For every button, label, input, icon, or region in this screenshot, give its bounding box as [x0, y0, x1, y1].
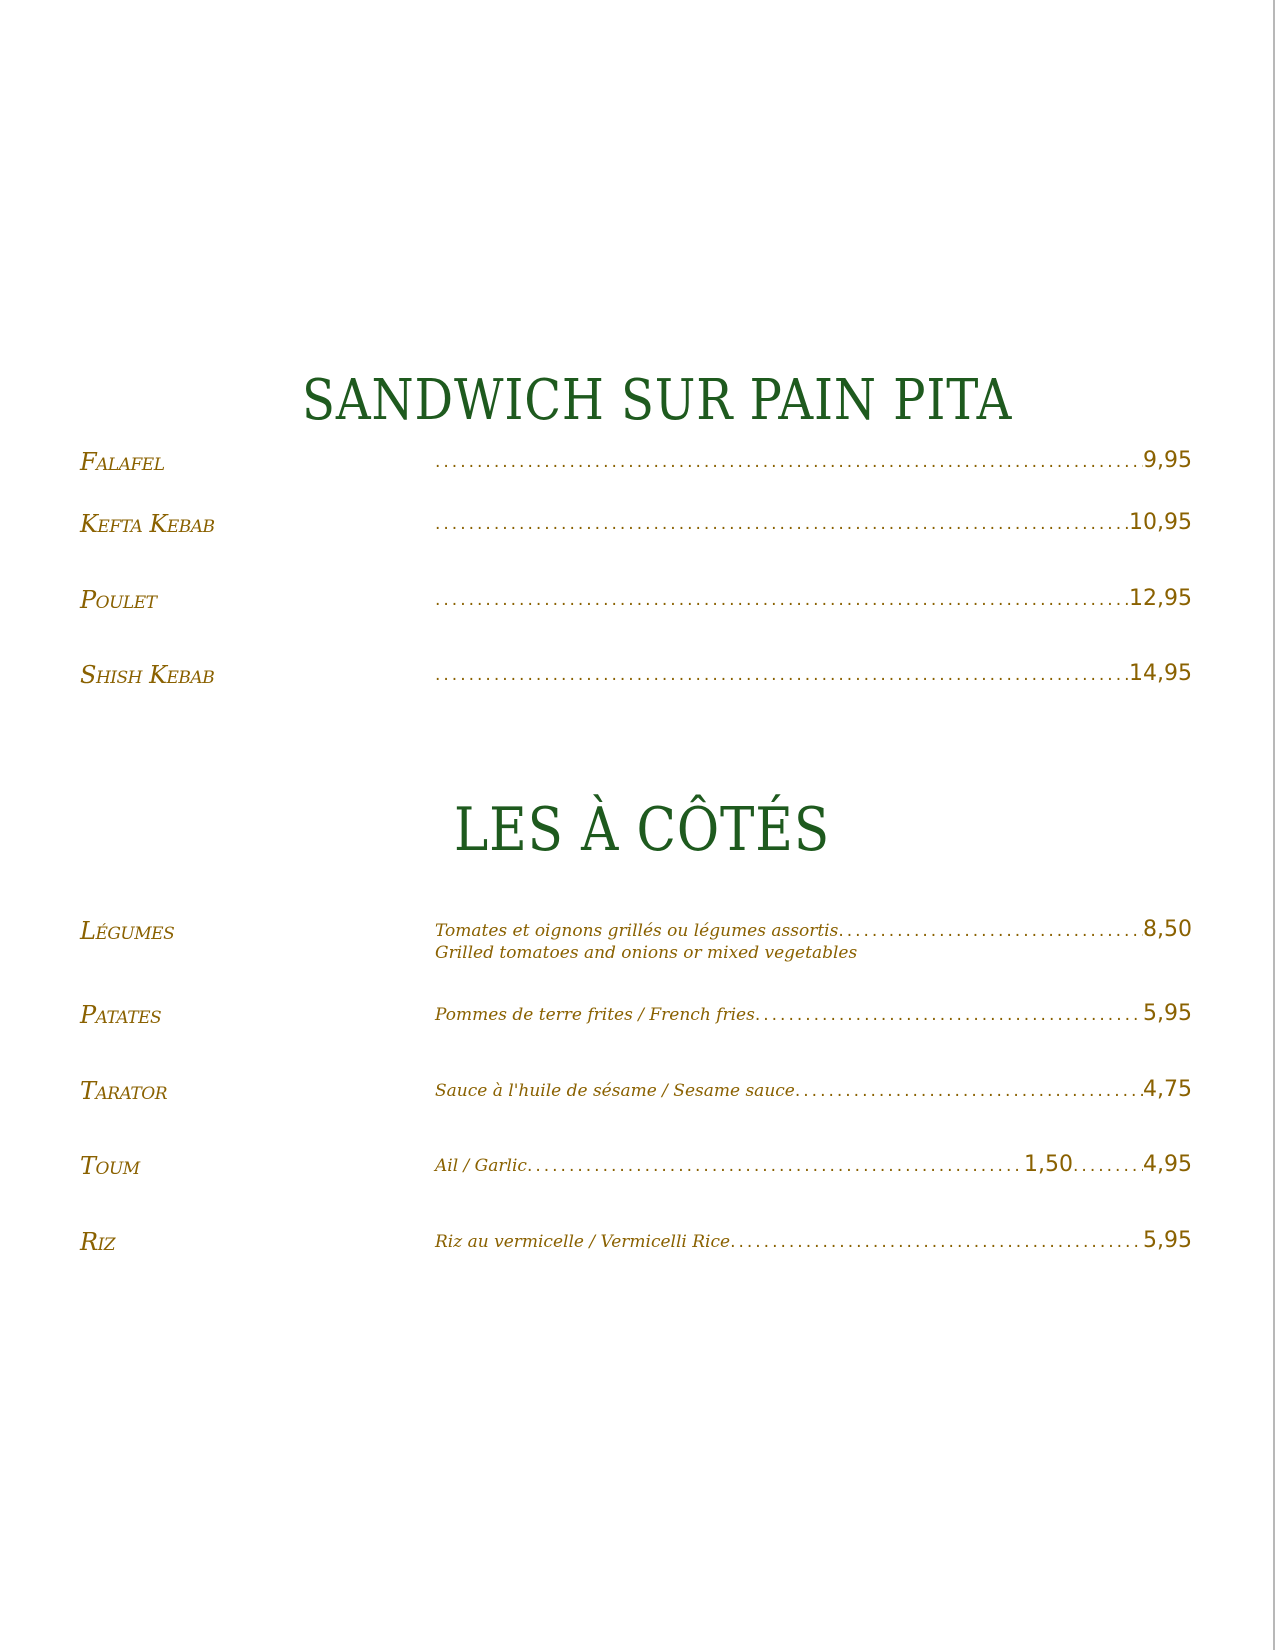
menu-item-name-shish-kebab: Shish Kebab	[80, 661, 215, 689]
menu-item-desc-en-legumes: Grilled tomatoes and onions or mixed vegetables	[435, 943, 858, 963]
section-title-sandwich: SANDWICH SUR PAIN PITA	[302, 368, 1013, 433]
menu-item-name-patates: Patates	[80, 1001, 162, 1029]
menu-item-desc-tarator: Sauce à l'huile de sésame / Sesame sauce	[435, 1081, 795, 1101]
menu-item-price-riz: 5,95	[1143, 1228, 1192, 1253]
menu-item-name-kefta-kebab: Kefta Kebab	[80, 510, 215, 538]
dot-leader	[1073, 1156, 1143, 1176]
menu-item-line-poulet	[435, 586, 1192, 611]
dot-leader	[435, 665, 1129, 685]
menu-item-price-kefta-kebab: 10,95	[1129, 510, 1192, 535]
menu-item-line-legumes	[435, 917, 1192, 942]
menu-item-desc-toum: Ail / Garlic	[435, 1156, 527, 1176]
menu-item-line-tarator	[435, 1077, 1192, 1102]
menu-item-name-toum: Toum	[80, 1152, 140, 1180]
menu-item-name-falafel: Falafel	[80, 448, 165, 476]
menu-item-desc-riz: Riz au vermicelle / Vermicelli Rice	[435, 1232, 731, 1252]
menu-item-price-poulet: 12,95	[1129, 586, 1192, 611]
menu-item-name-riz: Riz	[80, 1228, 116, 1256]
menu-item-name-legumes: Légumes	[80, 917, 175, 945]
menu-item-desc-patates: Pommes de terre frites / French fries	[435, 1005, 755, 1025]
menu-item-price-toum: 4,95	[1143, 1152, 1192, 1177]
section-title-cotes: LES À CÔTÉS	[454, 795, 831, 865]
menu-item-line-patates	[435, 1001, 1192, 1026]
dot-leader	[435, 452, 1143, 472]
dot-leader	[435, 590, 1129, 610]
menu-item-line-kefta-kebab	[435, 510, 1192, 535]
menu-item-price-tarator: 4,75	[1143, 1077, 1192, 1102]
menu-item-name-tarator: Tarator	[80, 1077, 168, 1105]
menu-item-line-shish-kebab	[435, 661, 1192, 686]
menu-item-line-toum	[435, 1152, 1192, 1177]
dot-leader	[435, 514, 1129, 534]
menu-item-price-small-toum: 1,50	[1024, 1152, 1074, 1177]
menu-item-desc-legumes: Tomates et oignons grillés ou légumes assortis	[435, 921, 839, 941]
menu-item-line-riz	[435, 1228, 1192, 1253]
menu-item-price-falafel: 9,95	[1143, 448, 1192, 473]
dot-leader	[838, 921, 1143, 941]
dot-leader	[795, 1081, 1143, 1101]
dot-leader	[730, 1232, 1143, 1252]
dot-leader	[527, 1156, 1024, 1176]
dot-leader	[755, 1005, 1143, 1025]
menu-item-price-legumes: 8,50	[1143, 917, 1192, 942]
menu-item-name-poulet: Poulet	[80, 586, 157, 614]
menu-item-price-shish-kebab: 14,95	[1129, 661, 1192, 686]
menu-item-line-falafel	[435, 448, 1192, 473]
menu-item-price-patates: 5,95	[1143, 1001, 1192, 1026]
